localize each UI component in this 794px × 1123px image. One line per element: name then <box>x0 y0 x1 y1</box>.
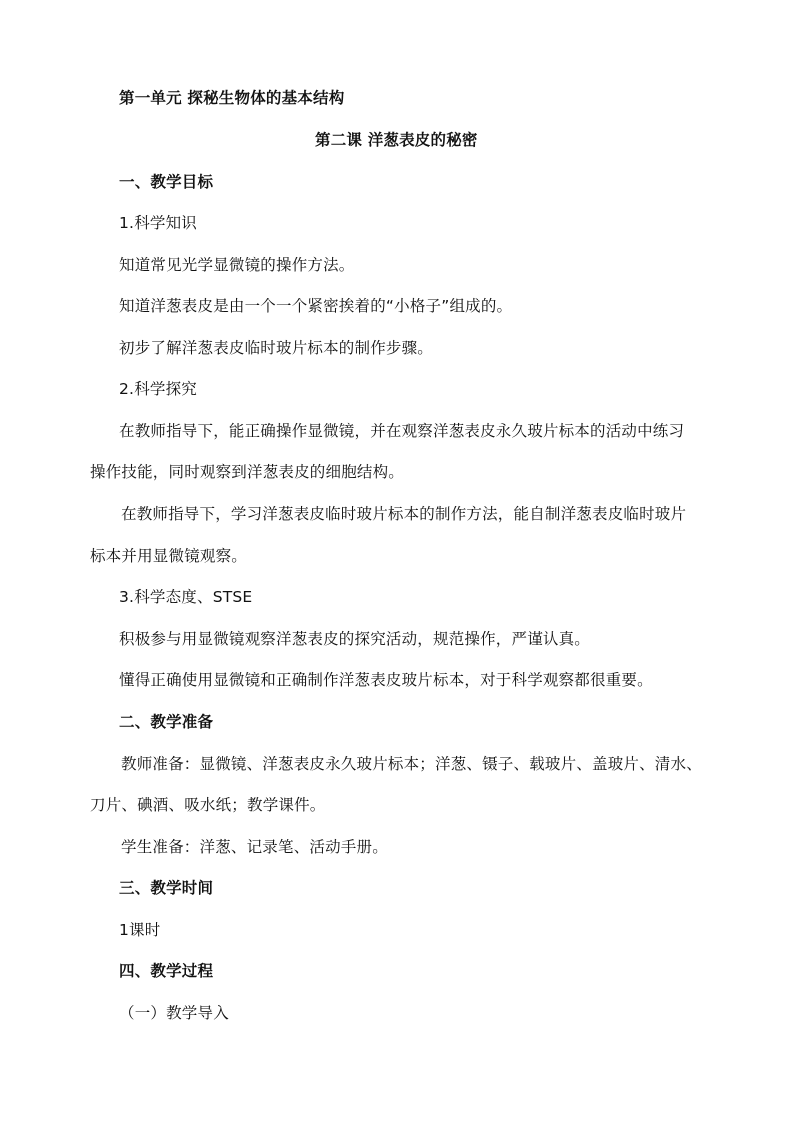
paragraph: 在教师指导下，学习洋葱表皮临时玻片标本的制作方法，能自制洋葱表皮临时玻片 <box>121 505 687 523</box>
subheading-inquiry: 2.科学探究 <box>119 380 197 398</box>
paragraph-continuation: 操作技能，同时观察到洋葱表皮的细胞结构。 <box>90 463 405 481</box>
subheading-knowledge: 1.科学知识 <box>119 214 197 232</box>
paragraph: 在教师指导下，能正确操作显微镜，并在观察洋葱表皮永久玻片标本的活动中练习 <box>119 422 685 440</box>
section-heading-process: 四、教学过程 <box>119 962 214 980</box>
subheading-attitude: 3.科学态度、STSE <box>119 588 253 606</box>
paragraph: 知道常见光学显微镜的操作方法。 <box>119 256 355 274</box>
unit-title: 第一单元 探秘生物体的基本结构 <box>119 89 345 107</box>
section-heading-goals: 一、教学目标 <box>119 173 214 191</box>
paragraph-continuation: 标本并用显微镜观察。 <box>90 547 248 565</box>
lesson-title: 第二课 洋葱表皮的秘密 <box>315 131 478 149</box>
paragraph: 积极参与用显微镜观察洋葱表皮的探究活动，规范操作，严谨认真。 <box>119 630 591 648</box>
paragraph: 学生准备：洋葱、记录笔、活动手册。 <box>121 838 388 856</box>
paragraph: 教师准备：显微镜、洋葱表皮永久玻片标本；洋葱、镊子、载玻片、盖玻片、清水、 <box>121 755 702 773</box>
paragraph-continuation: 刀片、碘酒、吸水纸；教学课件。 <box>90 796 326 814</box>
section-heading-time: 三、教学时间 <box>119 879 214 897</box>
paragraph: 知道洋葱表皮是由一个一个紧密挨着的“小格子”组成的。 <box>119 297 513 315</box>
paragraph: 1课时 <box>119 921 161 939</box>
paragraph: 初步了解洋葱表皮临时玻片标本的制作步骤。 <box>119 339 434 357</box>
paragraph: 懂得正确使用显微镜和正确制作洋葱表皮玻片标本，对于科学观察都很重要。 <box>119 671 653 689</box>
section-heading-preparation: 二、教学准备 <box>119 713 214 731</box>
subheading-intro: （一）教学导入 <box>119 1004 229 1022</box>
